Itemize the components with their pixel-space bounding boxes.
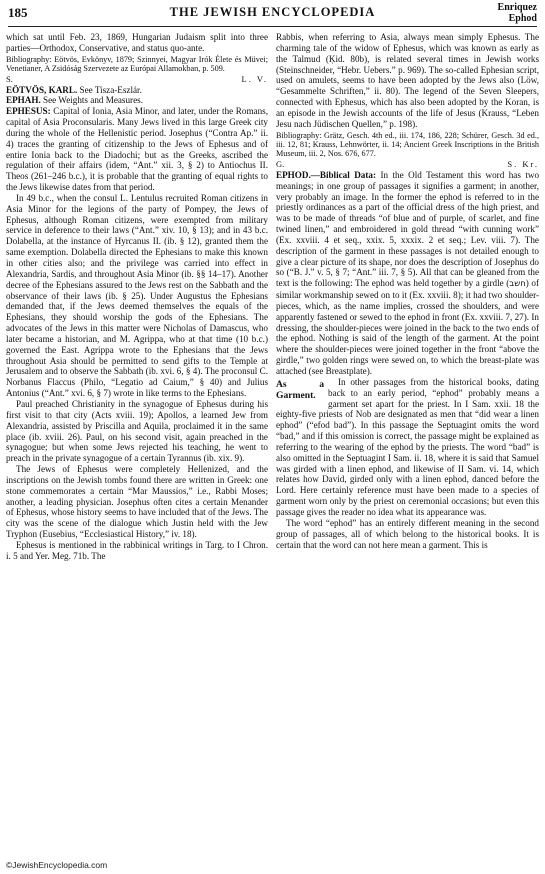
cross-reference-entry	[6, 85, 268, 96]
paragraph-text: Capital of Ionia, Asia Minor, and later, under the Romans, capital of Asia Proconsularis. Many Jews lived in this large Greek city during the whole of the Hellenistic period. Josephus (“Contra Ap.” ii. 4) traces the granting of citizenship to the Jews of Ephesus and of entire Ionia back to the Diadochi; but as the Greeks, ascribed the regulation of their affairs (idem, “Ant.” xii. 3, § 2) to Antiochus II. Theos (261–246 b.c.), it is probable that the granting of equal rights to the Jews likewise dates from that period.	[6, 106, 268, 193]
paragraph: Rabbis, when referring to Asia, always mean simply Ephesus. The charming tale of the widow of Ephesus, which was known as early as the Talmud (Ḳid. 80b), is related several times in Jewish works (Steinschneider, “Hebr. Uebers.” p. 969). The so-called Ephesian script, used on amulets, seems to have been adopted by the Jews also (Löw, “Gesammelte Schriften,” ii. 80). The legend of the Seven Sleepers, connected with Ephesus, which has also been adopted by the Koran, is an episode in the Jewish accounts of the life of Jesus (Krauss, “Leben Jesu nach Jüdischen Quellen,” p. 198).	[276, 32, 539, 129]
running-head	[8, 2, 537, 27]
catchword-top: Enriquez	[497, 2, 537, 13]
left-column	[6, 32, 268, 562]
entry-heading: EPHOD.—Biblical Data:	[276, 169, 377, 180]
signature-line	[276, 159, 539, 169]
entry-ephesus	[6, 106, 268, 193]
paragraph	[276, 377, 539, 518]
cross-reference-text: See Weights and Measures.	[43, 95, 143, 106]
page-number: 185	[8, 5, 28, 20]
hebrew-word: חשב	[509, 279, 526, 290]
paragraph-text: In the Old Testament this word has two meanings; in one group of passages it signifies a garment; in another, very probably an image. In the former the ephod is referred to in the priestly ordinances as a part of the official dress of the high priest, and was to be made of threads “of blue and of purple, of scarlet, and fine twined linen,” and embroidered in gold thread “with cunning work” (Ex. xxviii. 4 et seq., xxix. 5, xxxix. 2 et seq.; Lev. viii. 7). The description of the garment in these passages is not detailed enough to give a clear picture of its shape, nor does the description of Josephus do so (“B. J.” v. 5, § 7; “Ant.” iii. 7, § 5). All that can be gleaned from the text is the following: The ephod was held together by a girdle (	[276, 169, 540, 289]
paragraph: The word “ephod” has an entirely different meaning in the second group of passages, all of which belong to the historical books. It is certain that the word can not here mean a garment. This is	[276, 517, 539, 550]
cross-reference-entry	[6, 95, 268, 106]
signature-author: L. V.	[241, 73, 268, 84]
entry-heading: EÖTVÖS, KARL.	[6, 84, 78, 95]
paragraph: which sat until Feb. 23, 1869, Hungarian Judaism split into three parties—Orthodox, Conservative, and status quo-ante.	[6, 32, 268, 53]
signature-initial: G.	[276, 158, 285, 169]
entry-ephod	[276, 170, 539, 377]
paragraph: The Jews of Ephesus were completely Hellenized, and the inscriptions on the Jewish tombs found there are written in Greek: one stone commemorates a certain “Mar Maussios,” i.e., Rabbi Moses; another, a leading physician. Josephus often cites a certain Menander of Ephesus, whose history seems to have included that of the Jews. The city was the scene of the dialogue which Justin held with the Jew Tryphon (Eusebius, “Ecclesiastical History,” iv. 18).	[6, 464, 268, 540]
watermark: ©JewishEncyclopedia.com	[6, 860, 108, 870]
signature-initial: S.	[6, 73, 13, 84]
bibliography: Bibliography: Grätz, Gesch. 4th ed., iii. 174, 186, 228; Schürer, Gesch. 3d ed., iii. 12, 81; Krauss, Lehnwörter, ii. 14; Ancient Greek Inscriptions in the British Museum, iii. 2, Nos. 676, 677.	[276, 130, 539, 159]
signature-line	[6, 74, 268, 84]
right-column	[276, 32, 539, 550]
paragraph-text: ) of similar workmanship sewed on to it (Ex. xxviii. 8); it had two shoulder-pieces, which, as the name implies, crossed the shoulders, and were apparently fastened or sewed to the ephod in front (Ex. xxviii. 7, 27). In dressing, the shoulder-pieces were joined in the back to the two ends of the ephod. Nothing is said of the length of the garment. At the point where the shoulder-pieces were joined together in the front “above the girdle,” two golden rings were sewed on, to which the breast-plate was attached (see Breastplate).	[276, 278, 539, 376]
cross-reference-text: See Tisza-Eszlár.	[79, 84, 142, 95]
catchwords	[498, 2, 537, 24]
signature-author: S. Kr.	[507, 158, 539, 169]
paragraph-text: In other passages from the historical books, dating back to an early period, “ephod” probably means a garment set apart for the priest. In I Sam. xxii. 18 the eighty-five priests of Nob are designated as men that “did wear a linen ephod” (“efod bad”). In this passage the Septuagint omits the word “bad,” and if this omission is correct, the passage might be explained as referring to the wearing of the ephod by the priests. The word “bad” is also omitted in the Septuagint I Sam. ii. 18, where it is said that Samuel was girded with a linen ephod, and likewise of II Sam. vi. 14, which relates how David, girded only with a linen ephod, danced before the Lord. Here certainly reference must have been made to a species of garment worn only by the priest on ceremonial occasions; but even this passage gives the reader no idea what its appearance was.	[276, 376, 539, 517]
journal-title: THE JEWISH ENCYCLOPEDIA	[169, 5, 376, 19]
entry-heading: EPHAH.	[6, 95, 41, 106]
margin-note: As a Garment.	[276, 378, 324, 401]
catchword-bottom: Ephod	[508, 13, 537, 24]
entry-heading: EPHESUS:	[6, 106, 51, 117]
paragraph: Paul preached Christianity in the synagogue of Ephesus during his first visit to that city (Acts xviii. 19); Apollos, a learned Jew from Alexandria, assisted by Priscilla and Aquila, proclaimed it in the same place (ib. xviii. 26). Paul, on his second visit, again preached in the synagogue; but when some Jews rejected his teaching, he went to preach in the private synagogue of a certain Tyrannus (ib. xix. 9).	[6, 398, 268, 464]
paragraph: In 49 b.c., when the consul L. Lentulus recruited Roman citizens in Asia Minor for the legions of the party of Pompey, the Jews of Ephesus, although Roman citizens, were exempted from military service in deference to their laws (“Ant.” xiv. 10, § 13); and in 43 b.c. Dolabella, at the instance of Hyrcanus II. (ib. § 12), granted them the same exemption. Dolabella directed the Ephesians to make this known in other cities also; and the privilege was carried into effect in Alexandria, Sardis, and throughout Asia Minor (ib. §§ 14–17). Another decree of the Ephesians assured to the Jews rest on the Sabbath and the observance of their laws (ib. § 25). Under Augustus the Ephesians demanded that, if the Jews deemed themselves the equals of the Ephesians, they should worship the gods of the Ephesians. The advocates of the Jews in this matter were Nicholas of Damascus, who later became a historian, and M. Agrippa, who at that time (10 b.c.) governed the East. Agrippa wrote to the Ephesians that the Jews throughout Asia should be permitted to send gifts to the Temple at Jerusalem and to observe the Sabbath (ib. xvi. 6, § 4). The proconsul C. Norbanus Flaccus (Philo, “Legatio ad Caium,” § 40) and Julius Antonius (“Ant.” xvi. 6, § 7) wrote in like terms to the Ephesians.	[6, 192, 268, 399]
bibliography: Bibliography: Eötvös, Evkönyv, 1879; Szinnyei, Magyar Irók Élete és Müvei; Venetianer, A Zsidóság Szervezete az Európai Allamokban, p. 509.	[6, 54, 268, 74]
paragraph: Ephesus is mentioned in the rabbinical writings in Targ. to I Chron. i. 5 and Yer. Meg. 71b. The	[6, 539, 268, 561]
